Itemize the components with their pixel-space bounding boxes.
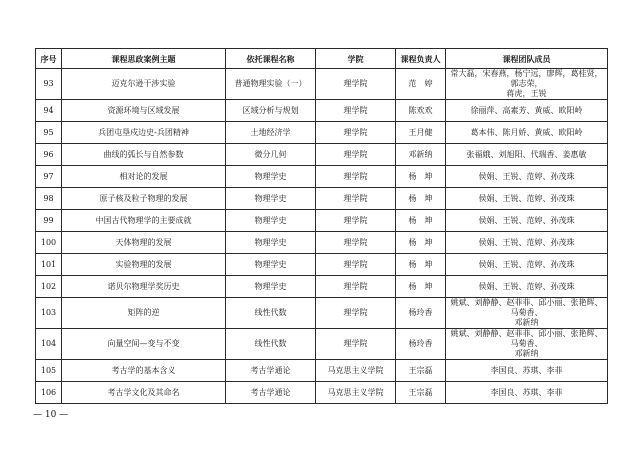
row-members (446, 360, 608, 382)
row-no: 98 (36, 188, 62, 210)
row-course: 考古学通论 (226, 382, 316, 404)
table-row (36, 360, 608, 382)
member-line: 李国良、苏琪、李菲 (490, 365, 563, 375)
row-topic: 考古学的基本含义 (62, 360, 226, 382)
row-no: 93 (36, 69, 62, 100)
row-college: 理学院 (316, 188, 396, 210)
table-body (36, 69, 608, 404)
row-college: 理学院 (316, 122, 396, 144)
member-line: 邓新纳 (514, 349, 539, 358)
member-line: 侯娟、王锐、范婷、孙茂珠 (478, 215, 575, 225)
member-line: 常大磊，宋春燕，杨宁远，廖辉，葛桂贤，郭志荣， (450, 69, 603, 88)
row-topic: 考古学文化及其命名 (62, 382, 226, 404)
member-line: 姚斌、刘静静、赵菲菲、邱小丽、张艳辉、马菊香、 (450, 298, 603, 317)
row-lead: 王宗磊 (396, 360, 446, 382)
table-row (36, 254, 608, 276)
row-lead: 王月健 (396, 122, 446, 144)
member-line: 侯娟、王锐、范婷、孙茂珠 (478, 281, 575, 291)
row-no: 106 (36, 382, 62, 404)
row-course: 普通物理实验（一） (226, 69, 316, 100)
table-row (36, 382, 608, 404)
table-row (36, 210, 608, 232)
row-members (446, 122, 608, 144)
row-topic: 兵团屯垦戍边史-兵团精神 (62, 122, 226, 144)
header-course: 依托课程名称 (226, 49, 316, 69)
row-members (446, 298, 608, 329)
row-members (446, 166, 608, 188)
row-no: 94 (36, 100, 62, 122)
row-topic: 相对论的发展 (62, 166, 226, 188)
member-line: 蒋虎，王锐 (506, 89, 547, 98)
row-lead: 杨 坤 (396, 254, 446, 276)
row-course: 微分几何 (226, 144, 316, 166)
member-line: 邓新纳 (514, 318, 539, 327)
row-college: 理学院 (316, 166, 396, 188)
member-line: 姚斌、刘静静、赵菲菲、邱小丽、张艳辉、马菊香、 (450, 329, 603, 348)
member-line: 张福娥、刘旭阳、代瑞香、姜惠敏 (466, 149, 587, 159)
row-members (446, 232, 608, 254)
row-members (446, 254, 608, 276)
row-topic: 向量空间—变与不变 (62, 329, 226, 360)
member-line: 侯娟、王锐、范婷、孙茂珠 (478, 259, 575, 269)
page-number: — 10 — (33, 410, 69, 420)
row-course: 区域分析与规划 (226, 100, 316, 122)
row-topic: 资源环境与区域发展 (62, 100, 226, 122)
member-line: 葛本伟、陈月娇、黄威、欧阳岭 (470, 127, 583, 137)
row-members (446, 329, 608, 360)
row-no: 97 (36, 166, 62, 188)
row-lead: 杨玲香 (396, 298, 446, 329)
table-row (36, 100, 608, 122)
row-course: 物理学史 (226, 254, 316, 276)
row-course: 物理学史 (226, 232, 316, 254)
table-row (36, 122, 608, 144)
row-lead: 范 婷 (396, 69, 446, 100)
row-no: 96 (36, 144, 62, 166)
row-course: 土地经济学 (226, 122, 316, 144)
row-college: 理学院 (316, 254, 396, 276)
row-lead: 杨 坤 (396, 232, 446, 254)
header-members: 课程团队成员 (446, 49, 608, 69)
row-course: 物理学史 (226, 276, 316, 298)
row-college: 理学院 (316, 69, 396, 100)
table-header-row (36, 49, 608, 69)
table-row (36, 329, 608, 360)
header-college: 学院 (316, 49, 396, 69)
table-row (36, 232, 608, 254)
row-course: 物理学史 (226, 188, 316, 210)
row-members (446, 69, 608, 100)
row-college: 理学院 (316, 329, 396, 360)
row-lead: 杨玲香 (396, 329, 446, 360)
row-course: 考古学通论 (226, 360, 316, 382)
table-row (36, 69, 608, 100)
row-topic: 曲线的弧长与自然参数 (62, 144, 226, 166)
row-no: 104 (36, 329, 62, 360)
row-members (446, 382, 608, 404)
row-college: 理学院 (316, 232, 396, 254)
header-lead: 课程负责人 (396, 49, 446, 69)
table-row (36, 144, 608, 166)
row-no: 100 (36, 232, 62, 254)
row-topic: 矩阵的逆 (62, 298, 226, 329)
header-no: 序号 (36, 49, 62, 69)
row-lead: 杨 坤 (396, 166, 446, 188)
row-topic: 迈克尔逊干涉实验 (62, 69, 226, 100)
table-row (36, 188, 608, 210)
member-line: 侯娟、王锐、范婷、孙茂珠 (478, 237, 575, 247)
row-no: 102 (36, 276, 62, 298)
row-college: 理学院 (316, 144, 396, 166)
row-members (446, 100, 608, 122)
row-no: 103 (36, 298, 62, 329)
member-line: 徐丽萍、高素芳、黄威、欧阳岭 (470, 105, 583, 115)
row-course: 物理学史 (226, 210, 316, 232)
table-row (36, 298, 608, 329)
row-members (446, 144, 608, 166)
row-no: 95 (36, 122, 62, 144)
member-line: 侯娟、王锐、范婷、孙茂珠 (478, 171, 575, 181)
row-course: 物理学史 (226, 166, 316, 188)
row-course: 线性代数 (226, 298, 316, 329)
row-lead: 杨 坤 (396, 188, 446, 210)
row-no: 99 (36, 210, 62, 232)
row-topic: 天体物理的发展 (62, 232, 226, 254)
row-lead: 陈欢欢 (396, 100, 446, 122)
row-college: 马克思主义学院 (316, 382, 396, 404)
member-line: 侯娟、王锐、范婷、孙茂珠 (478, 193, 575, 203)
row-members (446, 276, 608, 298)
row-topic: 实验物理的发展 (62, 254, 226, 276)
row-members (446, 210, 608, 232)
row-course: 线性代数 (226, 329, 316, 360)
table-row (36, 166, 608, 188)
row-college: 理学院 (316, 100, 396, 122)
row-college: 马克思主义学院 (316, 360, 396, 382)
row-topic: 诺贝尔物理学奖历史 (62, 276, 226, 298)
row-college: 理学院 (316, 210, 396, 232)
header-topic: 课程思政案例主题 (62, 49, 226, 69)
row-college: 理学院 (316, 276, 396, 298)
row-topic: 中国古代物理学的主要成就 (62, 210, 226, 232)
row-members (446, 188, 608, 210)
row-no: 101 (36, 254, 62, 276)
table-row (36, 276, 608, 298)
row-lead: 王宗磊 (396, 382, 446, 404)
row-topic: 原子核及粒子物理的发展 (62, 188, 226, 210)
course-table (35, 48, 608, 404)
row-lead: 杨 坤 (396, 276, 446, 298)
member-line: 李国良、苏琪、李菲 (490, 387, 563, 397)
row-no: 105 (36, 360, 62, 382)
row-lead: 杨 坤 (396, 210, 446, 232)
row-lead: 邓新纳 (396, 144, 446, 166)
row-college: 理学院 (316, 298, 396, 329)
